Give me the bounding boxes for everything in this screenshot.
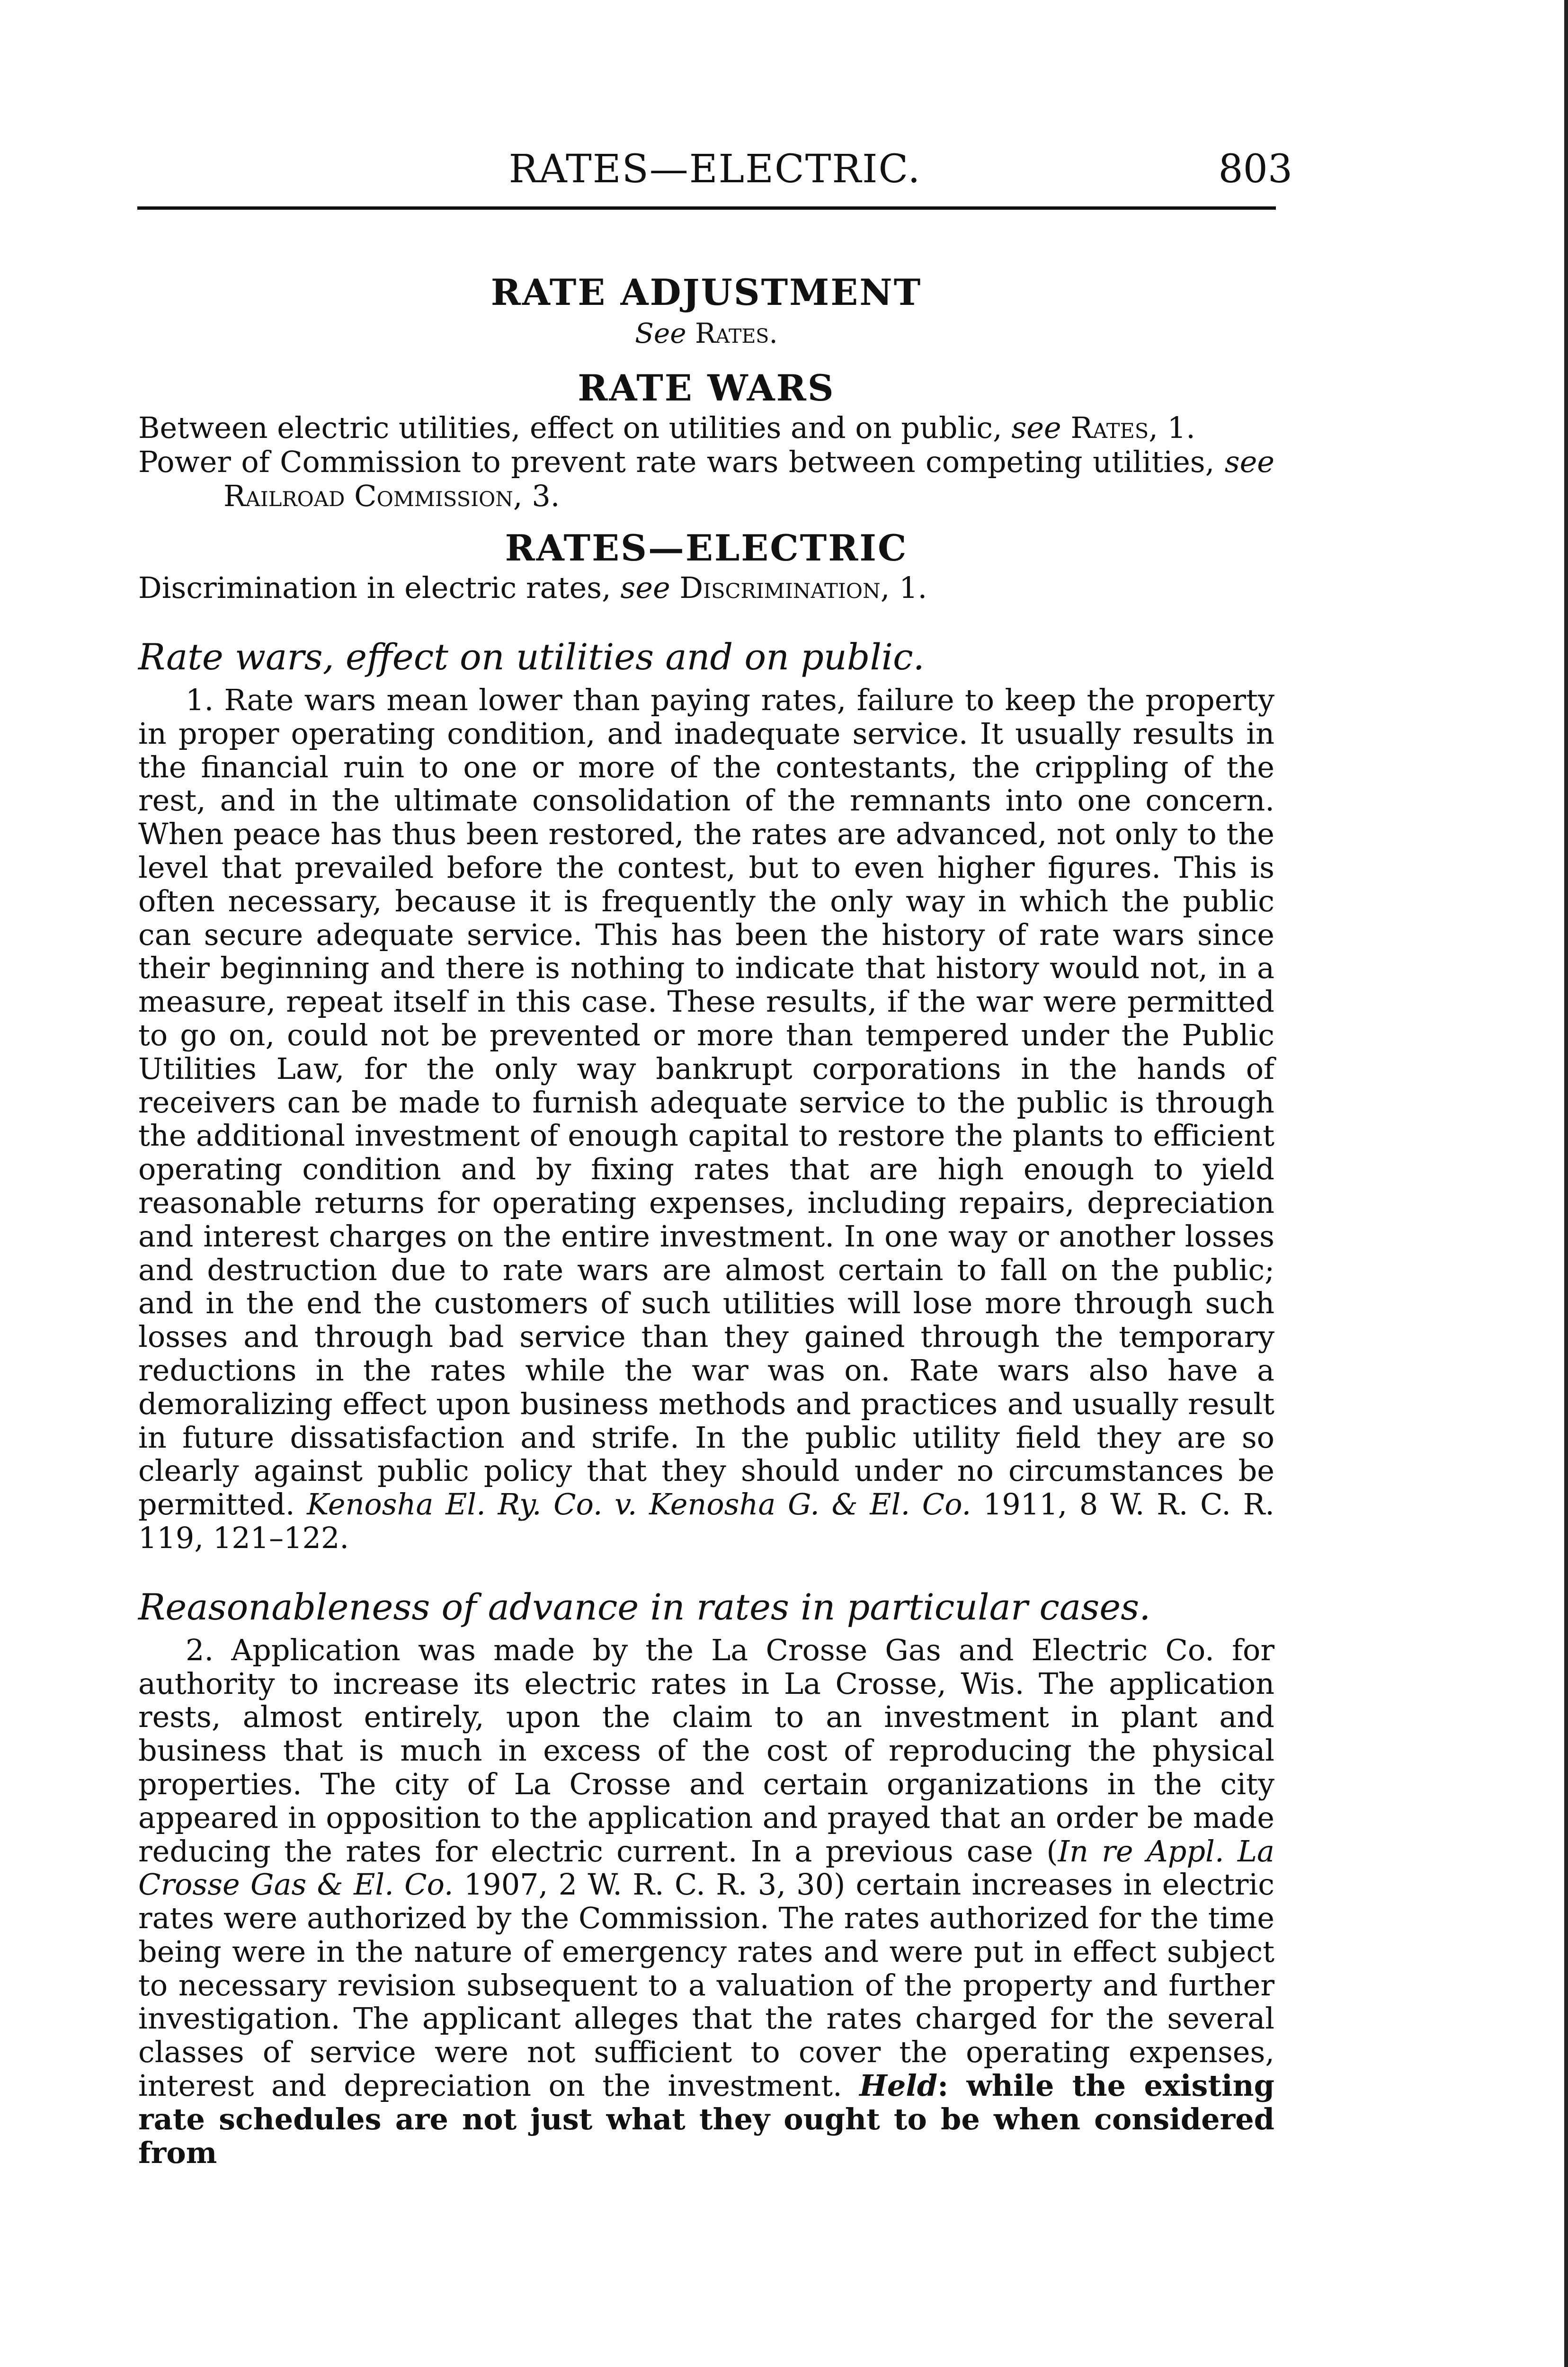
index-entry — [138, 445, 1274, 513]
heading-rates-electric: RATES—ELECTRIC — [505, 527, 908, 569]
index-entry — [138, 571, 1274, 605]
paragraph-1 — [138, 684, 1274, 1555]
entry-num: , 1. — [1149, 410, 1195, 445]
page-number: 803 — [1218, 147, 1292, 192]
entry-ref: Railroad Commission — [223, 479, 513, 513]
index-entry — [138, 411, 1274, 445]
paragraph-text: 2. Application was made by the La Crosse Gas and Electric Co. for authority to increase its electric rates in La Crosse, Wis. The application rests, almost entirely, upon the claim to an investment in plant and business that is much in excess of the cost of reproducing the physical properties. The city of La Crosse and certain organizations in the city appeared in opposition to the application and prayed that an order be made reducing the rates for electric current. In a previous case ( — [138, 1632, 1274, 1869]
held-label: Held — [859, 2068, 938, 2103]
scan-edge — [1564, 0, 1568, 2367]
entry-num: , 3. — [513, 479, 560, 513]
heading-rate-adjustment: RATE ADJUSTMENT — [490, 271, 922, 313]
subheading-reasonableness: Reasonableness of advance in rates in particular cases. — [138, 1585, 1151, 1628]
held-text: : while the existing rate schedules are not just what they ought to be when considered from — [138, 2068, 1274, 2170]
see-label: see — [1011, 410, 1061, 445]
header-rule — [137, 206, 1276, 210]
paragraph-text: 1. Rate wars mean lower than paying rates, failure to keep the property in proper operating condition, and inadequate service. It usually results in the financial ruin to one or more of the contestants, the crippling of the rest, and in the ultimate consolidation of the remnants into one concern. When peace has thus been restored, the rates are advanced, not only to the level that prevailed before the contest, but to even higher figures. This is often necessary, because it is frequently the only way in which the public can secure adequate service. This has been the history of rate wars since their beginning and there is nothing to indicate that history would not, in a measure, repeat itself in this case. These results, if the war were permitted to go on, could not be prevented or more than tempered under the Public Utilities Law, for the only way bankrupt corporations in the hands of receivers can be made to furnish adequate service to the public is through the additional investment of enough capital to restore the plants to efficient operating condition and by fixing rates that are high enough to yield reasonable returns for operating expenses, including repairs, depreciation and interest charges on the entire investment. In one way or another losses and destruction due to rate wars are almost certain to fall on the public; and in the end the customers of such utilities will lose more through such losses and through bad service than they gained through the temporary reductions in the rates while the war was on. Rate wars also have a demoralizing effect upon business methods and practices and usually result in future dissatisfaction and strife. In the public utility field they are so clearly against public policy that they should under no circumstances be permitted. — [138, 683, 1274, 1522]
paragraph-text: 1907, 2 W. R. C. R. 3, 30) certain increases in electric rates were authorized by the Commission. The rates authorized for the time being were in the nature of emergency rates and were put in effect subject to necessary revision subsequent to a valuation of the property and further investigation. The applicant alleges that the rates charged for the several classes of service were not sufficient to cover the operating expenses, interest and depreciation on the investment. — [138, 1867, 1274, 2103]
citation-reference: 1911, 8 W. R. C. R. 119, 121–122. — [138, 1487, 1274, 1555]
entry-ref: Rates — [1070, 410, 1149, 445]
see-label: see — [620, 570, 670, 605]
entry-ref: Discrimination — [679, 570, 881, 605]
running-title: RATES—ELECTRIC. — [508, 147, 921, 192]
entry-text: Power of Commission to prevent rate wars between competing utilities, — [138, 445, 1215, 479]
entry-text: Between electric utilities, effect on utilities and on public, — [138, 410, 1002, 445]
entry-num: , 1. — [880, 570, 927, 605]
heading-rate-wars: RATE WARS — [578, 367, 835, 409]
see-ref: Rates. — [695, 317, 778, 349]
inline-case-citation: In re Appl. La Crosse Gas & El. Co. — [138, 1833, 1275, 1902]
subheading-rate-wars-effect: Rate wars, effect on utilities and on public. — [138, 636, 925, 678]
page-content — [138, 270, 1274, 2170]
paragraph-2 — [138, 1634, 1274, 2170]
entry-text: Discrimination in electric rates, — [138, 570, 611, 605]
see-label: See — [635, 317, 686, 349]
case-citation: Kenosha El. Ry. Co. v. Kenosha G. & El. Co. — [307, 1487, 971, 1522]
see-reference-rates — [138, 315, 1274, 351]
see-label: see — [1224, 445, 1274, 479]
page-header — [137, 147, 1292, 204]
